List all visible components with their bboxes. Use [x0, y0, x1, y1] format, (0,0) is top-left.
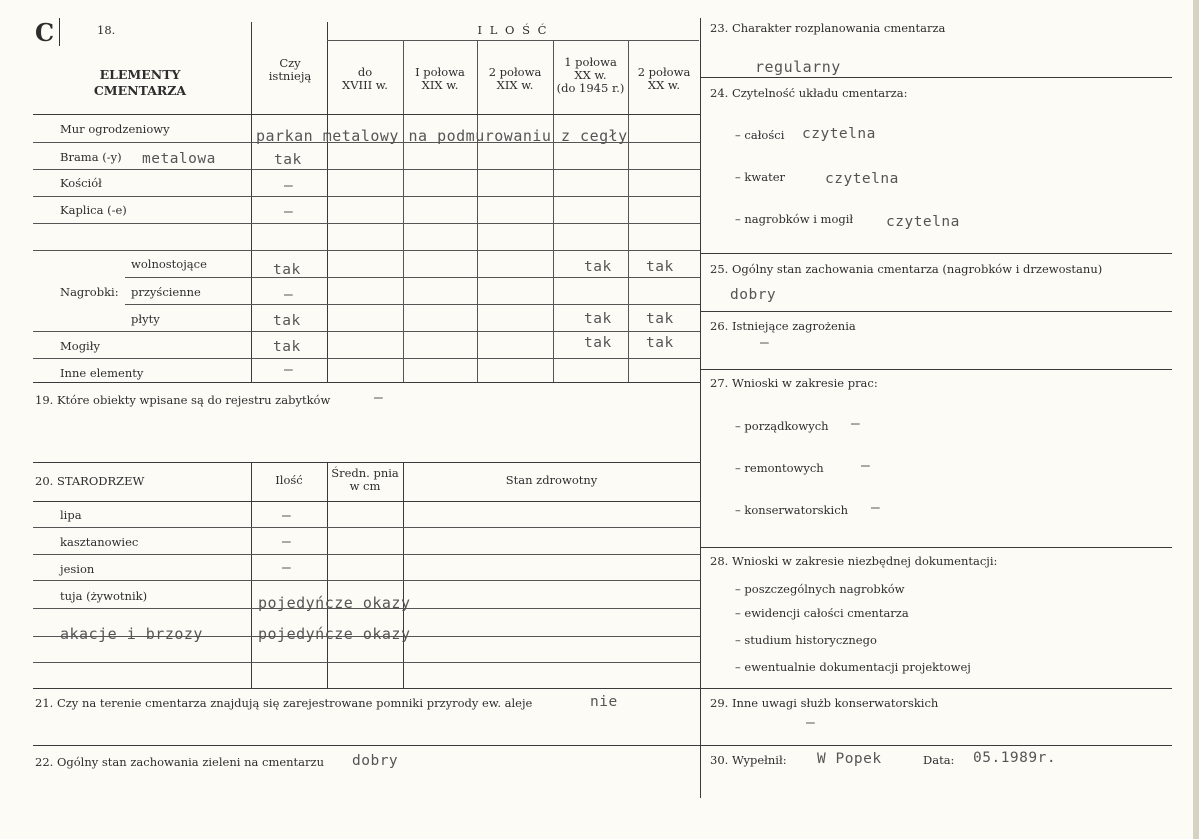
section-29-bottom: [700, 745, 1172, 746]
section-25-bottom: [700, 311, 1172, 312]
row-line: [33, 331, 700, 332]
row-line: [33, 358, 700, 359]
section-30-label: 30. Wypełnił:: [710, 753, 787, 767]
row-line: [125, 277, 700, 278]
row-line: [33, 250, 700, 251]
title-line-1: ELEMENTY: [99, 67, 181, 82]
section-22-value: dobry: [352, 753, 399, 769]
tree-col-sredn: Średn. pnia w cm: [331, 466, 399, 493]
s27-value-porzadkowych: –: [851, 416, 861, 432]
section-19-value: –: [374, 390, 384, 406]
plyty-exists: tak: [273, 313, 301, 329]
section-19-label: 19. Które obiekty wpisane są do rejestru zabytków: [35, 393, 331, 407]
section-23-label: 23. Charakter rozplanowania cmentarza: [710, 21, 946, 35]
tree-lipa-ilosc: –: [282, 508, 292, 524]
s28-item-3: – studium historycznego: [735, 633, 877, 647]
section-26-bottom: [700, 369, 1172, 370]
row-label-mur: Mur ogrodzeniowy: [60, 122, 170, 136]
s28-item-2: – ewidencji całości cmentarza: [735, 606, 909, 620]
row-line: [125, 304, 700, 305]
s24-item-kwater: – kwater: [735, 170, 785, 184]
title-line-2: CMENTARZA: [93, 83, 187, 98]
section-25-label: 25. Ogólny stan zachowania cmentarza (nagrobków i drzewostanu): [710, 262, 1103, 276]
section-26-value: –: [760, 335, 770, 351]
s27-value-remontowych: –: [861, 458, 871, 474]
section-20-label: 20. STARODRZEW: [35, 474, 145, 488]
row-label-kosciol: Kościół: [60, 176, 102, 190]
tree-akacje: akacje i brzozy: [60, 625, 203, 643]
corner-letter: C: [35, 18, 55, 47]
section-21-bottom: [33, 745, 700, 746]
section-27-bottom: [700, 547, 1172, 548]
wolno-period-4: tak: [584, 259, 612, 275]
brama-extra: metalowa: [142, 151, 216, 167]
divider-tree-sredn: [327, 462, 328, 688]
row-label-kaplica: Kaplica (-e): [60, 203, 127, 217]
przysc-exists: –: [284, 287, 294, 303]
col-exists-header: Czy istnieją: [268, 56, 312, 83]
tree-jesion: jesion: [60, 562, 95, 576]
divider-exists-col: [251, 22, 252, 382]
section-20-bottom: [33, 688, 700, 689]
plyty-period-5: tak: [646, 311, 674, 327]
section-30-filled-by: W Popek: [817, 751, 882, 767]
row-line: [33, 554, 700, 555]
wolno-exists: tak: [273, 262, 301, 278]
row-label-wolno: wolnostojące: [131, 257, 207, 271]
tree-jesion-ilosc: –: [282, 560, 292, 576]
section-28-bottom: [700, 688, 1172, 689]
tree-header-bottom: [33, 501, 700, 502]
row-label-plyty: płyty: [131, 312, 160, 326]
section-23-bottom: [700, 77, 1172, 78]
center-divider: [700, 18, 701, 798]
row-label-przysc: przyścienne: [131, 285, 201, 299]
tree-akacje-value: pojedyńcze okazy: [258, 625, 411, 643]
wolno-period-5: tak: [646, 259, 674, 275]
section-30-date: 05.1989r.: [973, 750, 1057, 766]
row-line: [33, 196, 700, 197]
s24-value-kwater: czytelna: [825, 171, 899, 187]
s27-item-remontowych: – remontowych: [735, 461, 824, 475]
period-header-4: 1 połowa XX w. (do 1945 r.): [556, 55, 625, 95]
tree-kasztanowiec-ilosc: –: [282, 534, 292, 550]
section-18-bottom: [33, 382, 700, 383]
section-27-label: 27. Wnioski w zakresie prac:: [710, 376, 878, 390]
row-line: [33, 223, 700, 224]
header-bottom-line: [33, 114, 700, 115]
section-24-label: 24. Czytelność układu cmentarza:: [710, 86, 908, 100]
section-26-label: 26. Istniejące zagrożenia: [710, 319, 856, 333]
row-label-brama: Brama (-y): [60, 150, 122, 164]
mur-value: parkan metalowy na podmurowaniu z cegły: [256, 127, 628, 145]
row-line: [33, 662, 700, 663]
card-edge: [1193, 0, 1199, 839]
section-24-bottom: [700, 253, 1172, 254]
tree-col-ilosc: Ilość: [275, 473, 303, 487]
section-30-date-label: Data:: [923, 753, 955, 767]
divider-tree-ilosc: [251, 462, 252, 688]
s24-item-nagrobkow: – nagrobków i mogił: [735, 212, 854, 226]
divider-tree-stan: [403, 462, 404, 688]
tree-col-stan: Stan zdrowotny: [505, 473, 598, 487]
section-29-label: 29. Inne uwagi służb konserwatorskich: [710, 696, 939, 710]
kosciol-exists: –: [284, 178, 294, 194]
row-line: [33, 169, 700, 170]
period-header-2: I połowa XIX w.: [415, 65, 465, 92]
period-header-5: 2 połowa XX w.: [637, 65, 691, 92]
row-label-inne: Inne elementy: [60, 366, 144, 380]
tree-lipa: lipa: [60, 508, 82, 522]
s24-item-calosci: – całości: [735, 128, 785, 142]
ilosc-underline: [327, 40, 699, 41]
mogily-exists: tak: [273, 339, 301, 355]
row-label-mogily: Mogiły: [60, 339, 100, 353]
s24-value-calosci: czytelna: [802, 126, 876, 142]
section-21-label: 21. Czy na terenie cmentarza znajdują się zarejestrowane pomniki przyrody ew. aleje: [35, 696, 533, 710]
kaplica-exists: –: [284, 204, 294, 220]
row-label-nagrobki: Nagrobki:: [60, 285, 119, 299]
brama-exists: tak: [274, 152, 302, 168]
s28-item-1: – poszczególnych nagrobków: [735, 582, 905, 596]
section-22-label: 22. Ogólny stan zachowania zieleni na cmentarzu: [35, 755, 324, 769]
section-29-value: –: [806, 715, 816, 731]
period-header-3: 2 połowa XIX w.: [488, 65, 542, 92]
s28-item-4: – ewentualnie dokumentacji projektowej: [735, 660, 971, 674]
inne-exists: –: [284, 362, 294, 378]
s24-value-nagrobkow: czytelna: [886, 214, 960, 230]
section-18-title: [60, 67, 220, 99]
s27-item-porzadkowych: – porządkowych: [735, 419, 829, 433]
period-header-1: do XVIII w.: [342, 65, 388, 92]
s27-item-konserwatorskich: – konserwatorskich: [735, 503, 849, 517]
plyty-period-4: tak: [584, 311, 612, 327]
section-18-number: 18.: [97, 23, 116, 37]
mogily-period-5: tak: [646, 335, 674, 351]
mogily-period-4: tak: [584, 335, 612, 351]
row-line: [33, 580, 700, 581]
section-21-value: nie: [590, 694, 618, 710]
section-23-value: regularny: [755, 58, 841, 76]
tree-kasztanowiec: kasztanowiec: [60, 535, 139, 549]
s27-value-konserwatorskich: –: [871, 500, 881, 516]
ilosc-header: I L O Ś Ć: [477, 23, 549, 37]
section-25-value: dobry: [730, 287, 777, 303]
tree-tuja: tuja (żywotnik): [60, 589, 148, 603]
section-28-label: 28. Wnioski w zakresie niezbędnej dokumentacji:: [710, 554, 998, 568]
tree-tuja-value: pojedyńcze okazy: [258, 594, 411, 612]
row-line: [33, 527, 700, 528]
section-19-bottom: [33, 462, 700, 463]
